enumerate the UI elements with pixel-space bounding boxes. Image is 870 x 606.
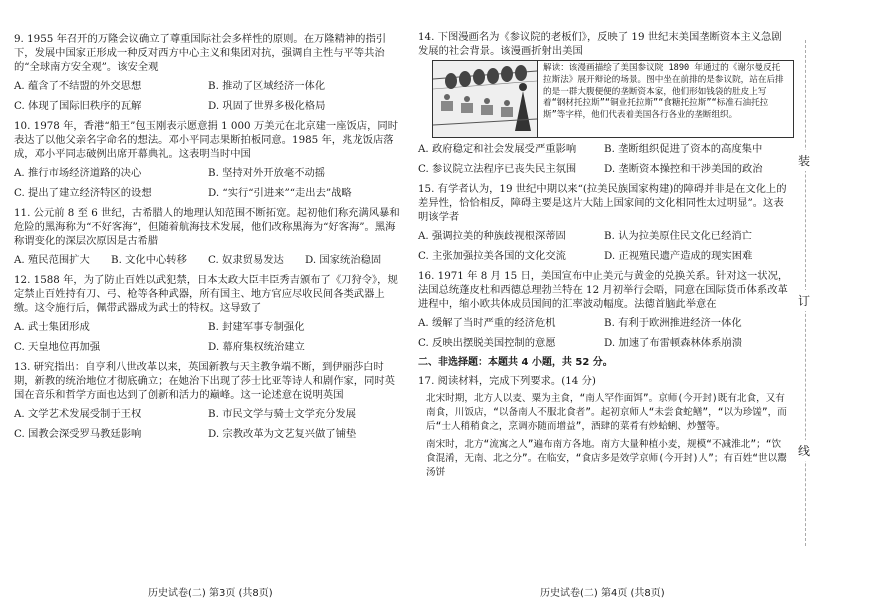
binding-margin [796,0,816,606]
question-stem: 16. 1971 年 8 月 15 日，美国宣布中止美元与黄金的兑换关系。针对这一状况，法国总统蓬皮杜和西德总理勃兰特在 12 月初举行会晤，同意在国际货币体系改革进程中，缩小欧共体成员国间的汇率波动幅度。法德首脑此举意在 [418,270,789,310]
section-heading: 二、非选择题：本题共 4 小题，共 52 分。 [418,357,613,368]
binding-char-zhuang: 装 [798,150,810,171]
page-footer-right: 历史试卷(二) 第4页 (共8页) [540,588,665,599]
question-12 [14,273,402,354]
right-page [418,0,790,480]
question-stem: 9. 1955 年召开的万隆会议确立了尊重国际社会多样性的原则。在万隆精神的指引下，发展中国家正形成一种反对西方中心主义和集团对抗，强调自主性与平等共治的“全球南方安全观”。该安全观 [14,33,387,73]
question-stem: 10. 1978 年，香港“船王”包玉刚表示愿意捐 1 000 万美元在北京建一座饭店，同时表达了以他父亲名字命名的想法。邓小平同志果断拍板同意。1985 年，兆龙饭店落成，邓小平同志破例出席开幕典礼。这表明当时中国 [14,120,398,160]
option-a[interactable]: A. 推行市场经济道路的决心 [14,167,142,179]
option-a[interactable]: A. 蕴含了不结盟的外交思想 [14,80,142,92]
option-c[interactable]: C. 体现了国际旧秩序的瓦解 [14,100,142,112]
option-c[interactable]: C. 奴隶贸易发达 [208,254,284,266]
option-c[interactable]: C. 天皇地位再加强 [14,341,101,353]
option-c[interactable]: C. 参议院立法程序已丧失民主氛围 [418,163,577,175]
question-15 [418,182,790,263]
material-paragraph-2: 南宋时，北方“流寓之人”遍布南方各地。南方大量种植小麦，规模“不减淮北”；“饮食混淆，无南、北之分”。在临安，“食店多是效学京师(今开封)人”；有百姓“世以鬻汤饼 [426,439,787,478]
option-b[interactable]: B. 文化中心转移 [111,254,187,266]
question-stem: 17. 阅读材料，完成下列要求。(14 分) [418,375,596,387]
page-footer-left: 历史试卷(二) 第3页 (共8页) [148,588,273,599]
question-stem: 15. 有学者认为，19 世纪中期以来“(拉美民族国家构建)的障碍并非是在文化上的差异性，恰恰相反，障碍主要是这片大陆上国家间的文化相同性太过明显”。这表明该学者 [418,183,787,223]
question-11 [14,206,402,267]
option-b[interactable]: B. 坚持对外开放毫不动摇 [208,167,326,179]
cartoon-figure [432,60,794,138]
question-13 [14,360,402,441]
option-d[interactable]: D. 加速了布雷顿森林体系崩溃 [604,337,742,349]
binding-char-ding: 订 [798,290,810,311]
option-d[interactable]: D. 巩固了世界多极化格局 [208,100,326,112]
option-d[interactable]: D. 幕府集权统治建立 [208,341,305,353]
option-d[interactable]: D. “实行“引进来”“走出去”战略 [208,187,352,199]
question-9 [14,32,402,113]
question-10 [14,119,402,200]
option-c[interactable]: C. 提出了建立经济特区的设想 [14,187,152,199]
option-a[interactable]: A. 强调拉美的种族歧视根深蒂固 [418,230,566,242]
option-b[interactable]: B. 垄断组织促进了资本的高度集中 [604,143,763,155]
option-b[interactable]: B. 认为拉美原住民文化已经消亡 [604,230,752,242]
option-b[interactable]: B. 有利于欧洲推进经济一体化 [604,317,742,329]
material-paragraph-1: 北宋时期，北方人以麦、粟为主食，“南人罕作面饵”。京师(今开封)既有北食，又有南食，川饭店，“以备南人不服北食者”。起初京师人“未尝食蛇鳝”，“以为珍馐”，而后“士人稍稍食之，烹调亦随而增益”，酒肆的菜肴有炒蛤蜊、炒蟹等。 [426,393,787,432]
senate-bosses-cartoon [433,61,538,137]
option-d[interactable]: D. 国家统治稳固 [305,254,382,266]
left-page [14,0,402,441]
option-c[interactable]: C. 主张加强拉美各国的文化交流 [418,250,566,262]
question-stem: 13. 研究指出：自亨利八世改革以来，英国新教与天主教争端不断，到伊丽莎白时期，新教的统治地位才彻底确立；在她治下出现了莎士比亚等诗人和剧作家，同时英国在音乐和哲学方面也达到了创新和活力的巅峰。这一论述意在说明英国 [14,361,395,401]
option-b[interactable]: B. 推动了区域经济一体化 [208,80,326,92]
question-stem: 14. 下图漫画名为《参议院的老板们》，反映了 19 世纪末美国垄断资本主义急剧发展的社会背景。该漫画折射出美国 [418,31,782,57]
question-14 [418,30,790,176]
option-d[interactable]: D. 宗教改革为文艺复兴做了铺垫 [208,428,357,440]
option-d[interactable]: D. 垄断资本操控和干涉美国的政治 [604,163,763,175]
option-d[interactable]: D. 正视殖民遗产造成的现实困难 [604,250,753,262]
question-17 [418,374,790,480]
option-a[interactable]: A. 政府稳定和社会发展受严重影响 [418,143,577,155]
option-a[interactable]: A. 缓解了当时严重的经济危机 [418,317,556,329]
question-stem: 12. 1588 年，为了防止百姓以武犯禁，日本太政大臣丰臣秀吉颁布了《刀狩令》，规定禁止百姓持有刀、弓、枪等各种武器，所有国主、地方官应尽收民间各类武器上缴。这令施行后，佩带武器成为武士的特权。这导致了 [14,274,398,314]
option-c[interactable]: C. 国教会深受罗马教廷影响 [14,428,142,440]
cartoon-annotation: 解读：该漫画描绘了美国参议院 1890 年通过的《谢尔曼反托拉斯法》展开辩论的场景。图中坐在前排的是参议院，站在后排的是一群大腹便便的垄断资本家，他们形如钱袋的肚皮上写着“钢材托拉斯”“铜业托拉斯”“食糖托拉斯”“标准石油托拉斯”等字样，他们代表着美国各行各业的垄断组织。 [543,63,784,121]
option-b[interactable]: B. 市民文学与骑士文学充分发展 [208,408,356,420]
option-a[interactable]: A. 武士集团形成 [14,321,90,333]
option-b[interactable]: B. 封建军事专制强化 [208,321,305,333]
question-stem: 11. 公元前 8 至 6 世纪，古希腊人的地理认知范围不断拓宽。起初他们称充满风暴和危险的黑海称为“不好客海”，但随着航海技术发展，他们改称黑海为“好客海”。黑海称谓变化的深层次原因是古希腊 [14,207,400,247]
option-c[interactable]: C. 反映出摆脱美国控制的意愿 [418,337,556,349]
question-16 [418,269,790,350]
option-a[interactable]: A. 殖民范围扩大 [14,254,90,266]
option-a[interactable]: A. 文学艺术发展受制于王权 [14,408,142,420]
binding-char-xian: 线 [798,440,810,461]
